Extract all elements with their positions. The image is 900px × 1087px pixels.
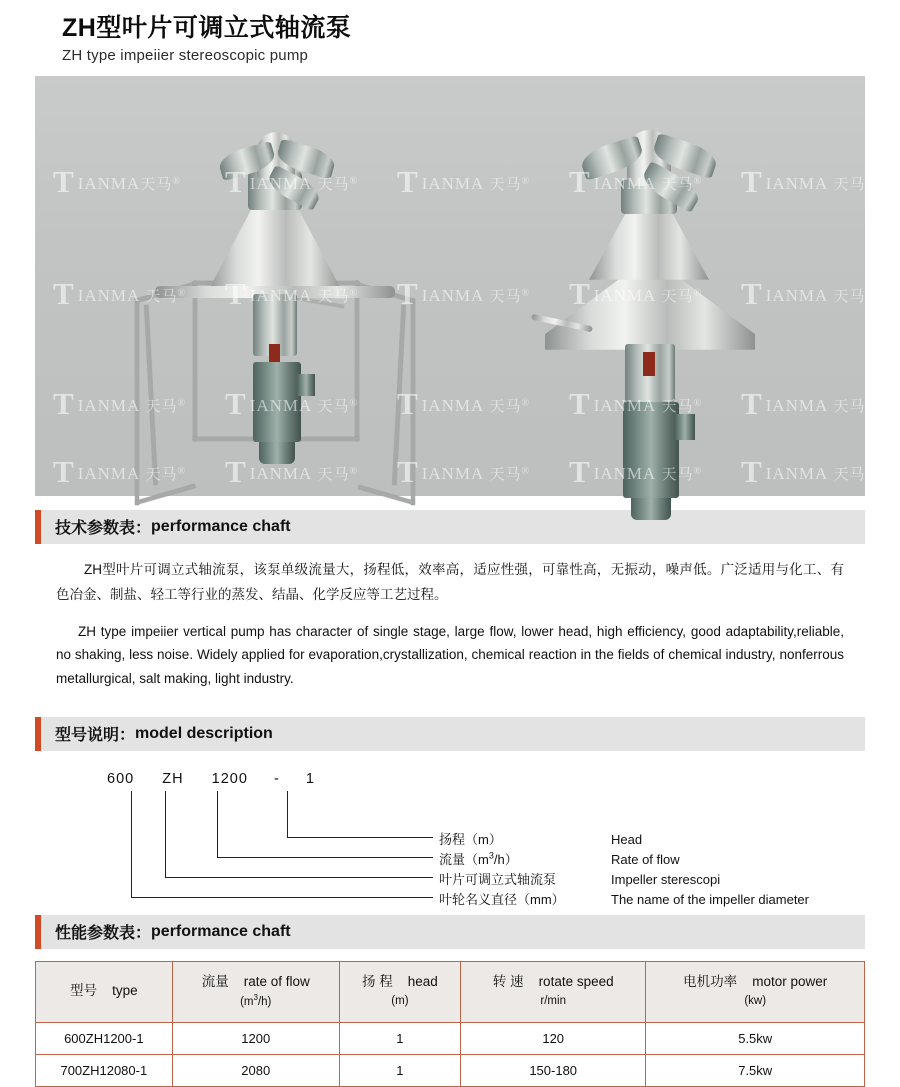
model-label-en: model description [135, 724, 273, 742]
description-cn: ZH型叶片可调立式轴流泵，该泵单级流量大，扬程低，效率高，适应性强，可靠性高，无振动，噪声低。广泛适用与化工、有色冶金、制盐、轻工等行业的蒸发、结晶、化学反应等工艺过程。 [56, 561, 844, 602]
leader-line-h-type [165, 877, 433, 878]
cell-head: 1 [339, 1023, 460, 1055]
leader-line-v-head [287, 791, 288, 837]
model-code-string [107, 771, 315, 787]
cell-speed: 150-180 [460, 1055, 645, 1087]
perf-label-cn: 性能参数表： [55, 925, 152, 943]
motor-left [253, 362, 301, 442]
column-header-type-en: type [112, 983, 138, 999]
column-header-speed-en: rotate speed [538, 974, 614, 990]
cell-power: 5.5kw [646, 1023, 865, 1055]
column-header-type-cn: 型号 [70, 983, 98, 999]
perf-label-en: performance chaft [151, 922, 291, 940]
performance-table-wrapper [35, 961, 865, 1087]
legend-head-en: Head [611, 831, 643, 847]
column-header-speed [460, 961, 645, 1023]
column-header-head-en: head [407, 974, 438, 990]
section-label-en: performance chaft [151, 517, 291, 535]
page-title: ZH型叶片可调立式轴流泵 [62, 14, 352, 42]
model-code-diagram [35, 765, 865, 915]
column-header-power-unit: (kw) [744, 995, 767, 1008]
legend-type [439, 869, 720, 888]
leader-line-h-diameter [131, 897, 433, 898]
column-header-type [36, 961, 173, 1023]
column-header-power [646, 961, 865, 1023]
column-header-power-cn: 电机功率 [683, 974, 738, 990]
legend-flow [439, 849, 680, 868]
legend-diameter [439, 889, 809, 908]
model-code-part-2: 1200 [211, 770, 248, 787]
terminal-box-right [675, 414, 695, 440]
diffuser-right [589, 206, 709, 280]
page-subtitle: ZH type impeiier stereoscopic pump [62, 46, 309, 64]
cell-speed: 120 [460, 1023, 645, 1055]
technical-description [56, 558, 844, 691]
column-header-speed-unit: r/min [540, 995, 566, 1008]
column-header-flow-unit: $(m^3/h)$ [240, 993, 272, 1009]
table-header-row [36, 961, 865, 1023]
leader-line-v-diameter [131, 791, 132, 897]
section-header-model [35, 717, 865, 751]
legend-head [439, 829, 642, 848]
description-en: ZH type impeiier vertical pump has character of single stage, large flow, lower head, high efficiency, good adaptability,reliable, no shaking, less noise. Widely applied for evaporation,crystallization, chemical reaction in the fields of chemical industry, nonferrous metallurgical, salt making, light industry. [56, 623, 844, 686]
model-code-part-0: 600 [107, 770, 135, 787]
column-header-head [339, 961, 460, 1023]
legend-type-en: Impeller sterescopi [611, 871, 721, 887]
motor-right [623, 402, 679, 498]
cell-flow: 1200 [172, 1023, 339, 1055]
motor-fan-cover-left [259, 442, 295, 464]
cell-head: 1 [339, 1055, 460, 1087]
legend-head-cn: 扬程（m） [439, 831, 502, 847]
table-row [36, 1055, 865, 1087]
legend-diameter-cn: 叶轮名义直径（mm） [439, 891, 565, 907]
leader-line-v-flow [217, 791, 218, 857]
column-header-flow-en: rate of flow [243, 973, 310, 989]
legend-flow-en: Rate of flow [611, 851, 680, 867]
cell-flow: 2080 [172, 1055, 339, 1087]
indicator-light-left [269, 344, 280, 362]
column-header-flow-cn: 流量 [201, 973, 229, 989]
column-header-head-cn: 扬 程 [361, 974, 393, 990]
model-code-part-3: - [274, 770, 280, 787]
leader-line-h-flow [217, 857, 433, 858]
performance-table [35, 961, 865, 1087]
cell-power: 7.5kw [646, 1055, 865, 1087]
leader-line-v-type [165, 791, 166, 877]
indicator-light-right [643, 352, 655, 376]
model-code-part-1: ZH [162, 770, 184, 787]
terminal-box-left [297, 374, 315, 396]
model-label-cn: 型号说明： [55, 727, 136, 745]
bell-housing-left [207, 201, 343, 293]
motor-fan-cover-right [631, 498, 671, 520]
watermark-layer: TIANMA天马® TIANMA 天马® TIANMA 天马® TIANMA 天马® TIANMA 天马® TIANMA 天马® TIANMA 天马® TIANMA 天马® TIANMA 天马® TIANMA 天马® TIANMA 天马® TIANMA 天马® TIANMA 天马® TIANMA 天马® TIANMA 天马® TIANMA 天马® TIANMA 天马® TIANMA 天马® TIANMA 天马® TIANMA 天马® [53, 163, 875, 489]
column-header-power-en: motor power [752, 974, 828, 990]
cell-type: 700ZH12080-1 [36, 1055, 173, 1087]
product-photo-band [35, 76, 875, 496]
legend-type-cn: 叶片可调立式轴流泵 [439, 871, 557, 887]
column-header-head-unit: (m) [391, 995, 409, 1008]
leader-line-h-head [287, 837, 433, 838]
table-row [36, 1023, 865, 1055]
section-header-technical [35, 510, 865, 544]
section-header-performance [35, 915, 865, 949]
watermark-logo-letter: T [53, 163, 75, 199]
column-header-flow [172, 961, 339, 1023]
bell-mouth-right [545, 272, 755, 350]
legend-flow-cn: 流量$(m^3/h)$ [439, 850, 518, 867]
legend-diameter-en: The name of the impeller diameter [611, 891, 809, 907]
section-label-cn: 技术参数表： [55, 520, 152, 538]
cell-type: 600ZH1200-1 [36, 1023, 173, 1055]
page-header [0, 0, 900, 64]
model-code-part-4: 1 [305, 770, 315, 787]
column-header-speed-cn: 转 速 [492, 974, 524, 990]
